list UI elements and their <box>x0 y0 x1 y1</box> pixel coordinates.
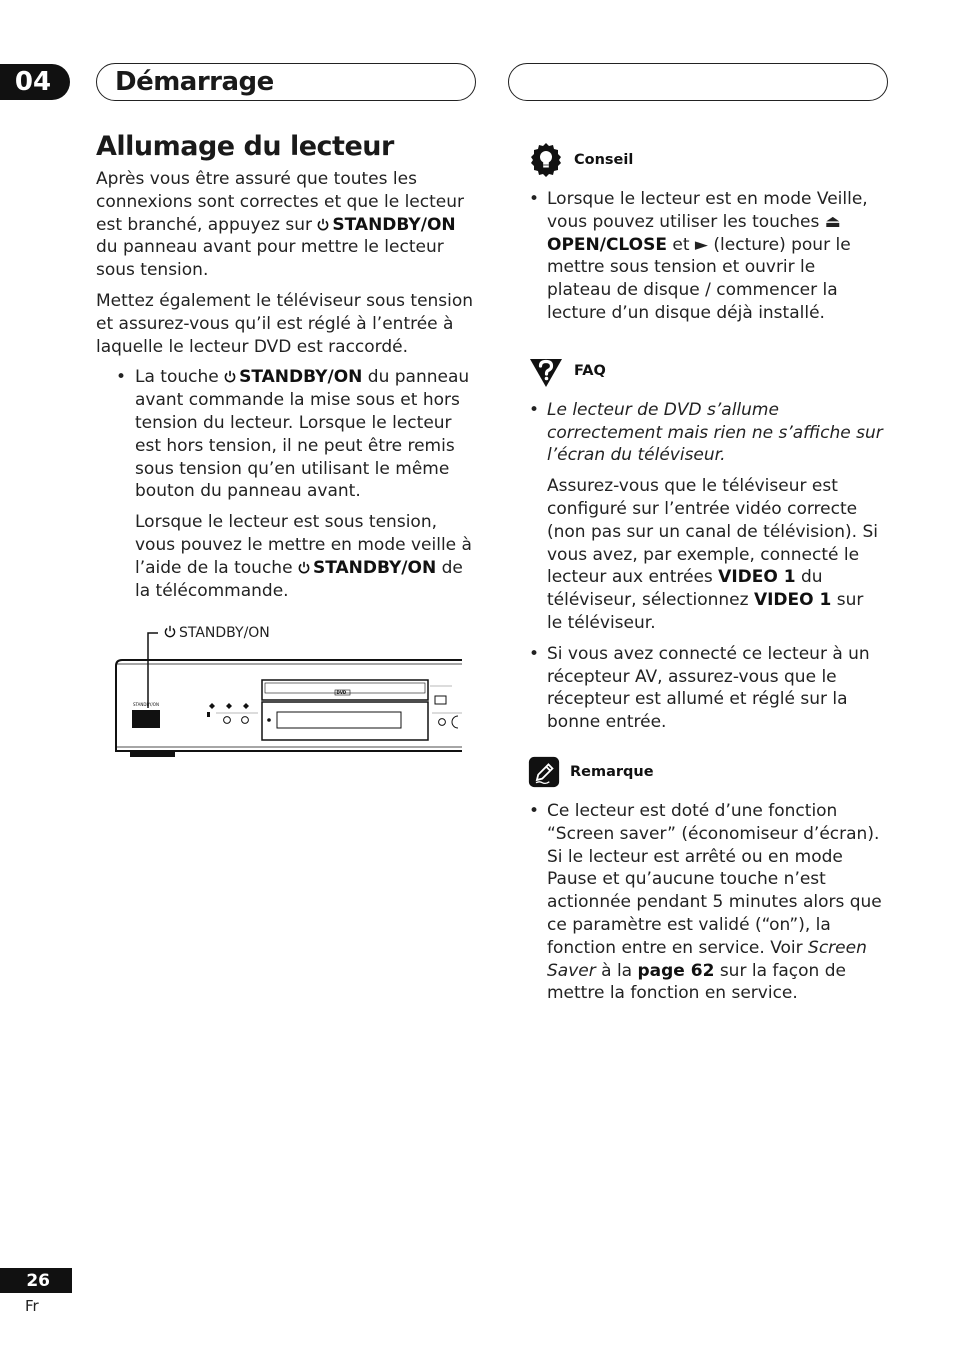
chapter-title-box <box>96 63 476 101</box>
eject-icon: ⏏ <box>824 211 841 232</box>
bullet-paragraph: La touche STANDBY/ON du panneau avant commande la mise sous et hors tension du lecteur. Lorsque le lecteur est hors tension, il ne peut être remis sous tension qu’en utilisant le même bouton du panneau avant. <box>135 367 470 502</box>
note-header <box>528 752 883 792</box>
question-icon <box>528 353 564 389</box>
note-label: Remarque <box>570 763 654 780</box>
list-item: • Lorsque le lecteur est en mode Veille, vous pouvez utiliser les touches ⏏ OPEN/CLOSE et ► (lecture) pour le mettre sous tension et ouvrir le plateau de disque / commencer la lecture d’un disque déjà installé. <box>528 188 883 325</box>
faq-question: Le lecteur de DVD s’allume correctement mais rien ne s’affiche sur l’écran du téléviseur. <box>547 399 883 466</box>
dvd-player-front-panel-figure <box>112 618 462 763</box>
faq-answer: Assurez-vous que le téléviseur est configuré sur l’entrée vidéo correcte (non pas sur un canal de télévision). Si vous avez, par exemple, connecté le lecteur aux entrées VIDEO 1 du téléviseur, sélectionnez VIDEO 1 sur le téléviseur. <box>547 476 878 633</box>
note-text: Ce lecteur est doté d’une fonction “Screen saver” (économiseur d’écran). Si le lecteur est arrêté ou en mode Pause et qu’aucune touche n’est actionnée pendant 5 minutes alors que ce paramètre est validé (“on”), la fonction entre en service. Voir Screen Saver à la page 62 sur la façon de mettre la fonction en service. <box>547 800 882 1004</box>
chapter-title: Démarrage <box>115 67 274 97</box>
left-column <box>96 130 481 610</box>
language-code: Fr <box>25 1297 39 1315</box>
list-item: • Si vous avez connecté ce lecteur à un récepteur AV, assurez-vous que le récepteur est allumé et réglé sur la bonne entrée. <box>528 643 883 734</box>
pencil-icon <box>528 756 560 788</box>
list-item: • Ce lecteur est doté d’une fonction “Screen saver” (économiseur d’écran). Si le lecteur est arrêté ou en mode Pause et qu’aucune touche n’est actionnée pendant 5 minutes alors que ce paramètre est validé (“on”), la fonction entre en service. Voir Screen Saver à la page 62 sur la façon de mettre la fonction en service. <box>529 800 882 1004</box>
faq-header <box>528 351 883 391</box>
power-icon <box>224 370 236 383</box>
tip-label: Conseil <box>574 152 634 168</box>
page-number: 26 <box>0 1268 72 1293</box>
faq-answer-2: Si vous avez connecté ce lecteur à un récepteur AV, assurez-vous que le récepteur est allumé et réglé sur la bonne entrée. <box>547 643 870 733</box>
disc-logo: DVD <box>336 690 347 696</box>
faq-label: FAQ <box>574 362 606 379</box>
panel-indicators <box>207 703 249 717</box>
open-close-button <box>435 696 446 704</box>
lightbulb-icon <box>528 142 564 178</box>
bullet-paragraph-2: Lorsque le lecteur est sous tension, vous pouvez le mettre en mode veille à l’aide de la touche STANDBY/ON de la télécommande. <box>135 512 472 601</box>
callout-label: STANDBY/ON <box>179 625 270 641</box>
tip-text: Lorsque le lecteur est en mode Veille, vous pouvez utiliser les touches ⏏ OPEN/CLOSE et ► (lecture) pour le mettre sous tension et ouvrir le plateau de disque / commencer la lecture d’un disque déjà installé. <box>547 189 868 323</box>
list-item: • Le lecteur de DVD s’allume correctement mais rien ne s’affiche sur l’écran du téléviseur. Assurez-vous que le téléviseur est configuré sur l’entrée vidéo correcte (non pas sur un canal de télévision). Si vous avez, par exemple, connecté le lecteur aux entrées VIDEO 1 du téléviseur, sélectionnez VIDEO 1 sur le téléviseur. <box>529 399 883 633</box>
power-icon <box>165 626 174 637</box>
list-item: • La touche STANDBY/ON du panneau avant commande la mise sous et hors tension du lecteur. Lorsque le lecteur est hors tension, il ne peut être remis sous tension qu’en utilisant le même bouton du panneau avant. Lorsque le lecteur est sous tension, vous pouvez le mettre en mode veille à l’aide de la touche STANDBY/ON de la télécommande. <box>96 366 481 602</box>
play-icon: ► <box>694 234 708 255</box>
header-empty-box <box>508 63 888 101</box>
power-icon <box>298 561 310 574</box>
panel-button-label: STANDBY/ON <box>133 702 159 707</box>
tip-header <box>528 140 883 180</box>
section-title: Allumage du lecteur <box>96 131 394 162</box>
right-column <box>528 140 883 1013</box>
standby-button <box>132 710 160 728</box>
display-window <box>262 702 428 740</box>
tv-paragraph: Mettez également le téléviseur sous tension et assurez-vous qu’il est réglé à l’entrée à laquelle le lecteur DVD est raccordé. <box>96 290 474 357</box>
chapter-number-badge: 04 <box>0 64 70 100</box>
power-icon <box>317 218 329 231</box>
intro-paragraph: Après vous être assuré que toutes les connexions sont correctes et que le lecteur est branché, appuyez sur STANDBY/ON du panneau avant pour mettre le lecteur sous tension. <box>96 169 464 281</box>
